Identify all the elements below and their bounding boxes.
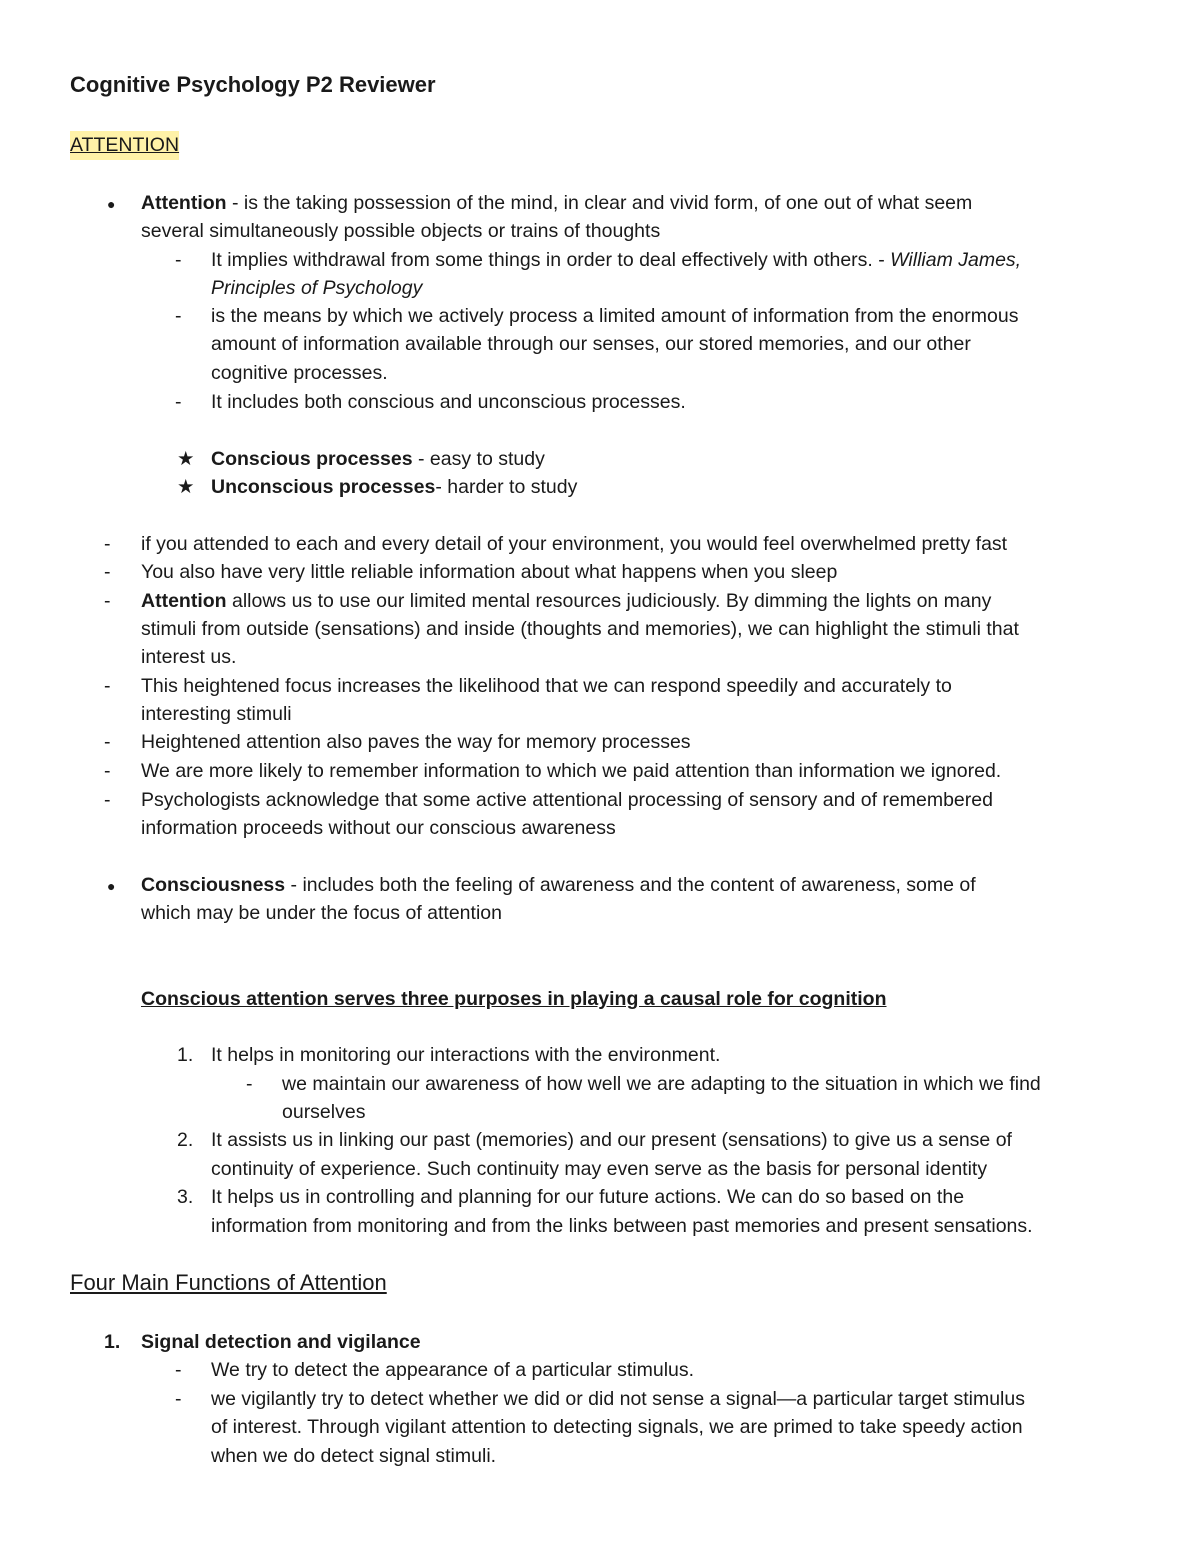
definition-text: - includes both the feeling of awareness and the content of awareness, some of bbox=[285, 874, 976, 896]
note-text bbox=[141, 587, 991, 616]
purpose-subtext: ourselves bbox=[282, 1101, 366, 1123]
note-text: This heightened focus increases the likelihood that we can respond speedily and accurately to bbox=[141, 675, 952, 697]
function-note: We try to detect the appearance of a particular stimulus. bbox=[211, 1359, 695, 1381]
definition-text: which may be under the focus of attention bbox=[141, 902, 502, 924]
note-text: information proceeds without our conscious awareness bbox=[141, 817, 616, 839]
functions-heading: Four Main Functions of Attention bbox=[70, 1270, 387, 1295]
purpose-text: information from monitoring and from the links between past memories and present sensations. bbox=[211, 1215, 1033, 1237]
citation-text: Principles of Psychology bbox=[211, 277, 423, 299]
list-number: 1. bbox=[177, 1044, 194, 1066]
purpose-text: It helps in monitoring our interactions with the environment. bbox=[211, 1044, 721, 1066]
note-text: stimuli from outside (sensations) and inside (thoughts and memories), we can highlight the stimuli that bbox=[141, 618, 1019, 640]
definition-text: - is the taking possession of the mind, in clear and vivid form, of one out of what seem bbox=[226, 192, 973, 214]
purpose-text: It assists us in linking our past (memories) and our present (sensations) to give us a sense of bbox=[211, 1129, 1012, 1151]
sub-note-text: It includes both conscious and unconscious processes. bbox=[211, 391, 686, 413]
sub-note-text: amount of information available through our senses, our stored memories, and our other bbox=[211, 333, 971, 355]
dash-icon: - bbox=[104, 590, 111, 612]
term-consciousness: Consciousness bbox=[141, 874, 286, 896]
star-icon: ★ bbox=[177, 476, 195, 498]
process-term: Conscious processes bbox=[211, 448, 413, 470]
note-text: Psychologists acknowledge that some active attentional processing of sensory and of remembered bbox=[141, 789, 993, 811]
note-text: You also have very little reliable information about what happens when you sleep bbox=[141, 561, 838, 583]
dash-icon: - bbox=[175, 305, 182, 327]
list-number: 3. bbox=[177, 1186, 194, 1208]
consciousness-definition-line bbox=[141, 871, 976, 900]
star-icon: ★ bbox=[177, 448, 195, 470]
function-note: when we do detect signal stimuli. bbox=[211, 1445, 497, 1467]
sub-note-text bbox=[211, 246, 1021, 275]
note-text: We are more likely to remember information to which we paid attention than information we ignored. bbox=[141, 760, 1002, 782]
note-text: interest us. bbox=[141, 646, 237, 668]
note-text: Heightened attention also paves the way for memory processes bbox=[141, 731, 691, 753]
process-item bbox=[211, 445, 545, 474]
dash-icon: - bbox=[104, 675, 111, 697]
dash-icon: - bbox=[104, 533, 111, 555]
purpose-text: continuity of experience. Such continuity may even serve as the basis for personal identity bbox=[211, 1158, 988, 1180]
dash-icon: - bbox=[246, 1073, 253, 1095]
dash-icon: - bbox=[104, 789, 111, 811]
note-text: allows us to use our limited mental resources judiciously. By dimming the lights on many bbox=[226, 590, 992, 612]
attention-definition-line bbox=[141, 189, 972, 218]
process-item bbox=[211, 473, 577, 502]
list-number: 1. bbox=[104, 1331, 121, 1353]
dash-icon: - bbox=[104, 561, 111, 583]
bullet-icon: ● bbox=[107, 878, 116, 894]
sub-note-text: is the means by which we actively process a limited amount of information from the enormous bbox=[211, 305, 1019, 327]
bullet-icon: ● bbox=[107, 196, 116, 212]
citation-text: William James, bbox=[890, 249, 1022, 271]
process-term: Unconscious processes bbox=[211, 476, 436, 498]
section-heading-attention: ATTENTION bbox=[70, 131, 179, 160]
function-note: we vigilantly try to detect whether we did or did not sense a signal—a particular target stimulus bbox=[211, 1388, 1025, 1410]
note-text: interesting stimuli bbox=[141, 703, 292, 725]
function-title: Signal detection and vigilance bbox=[141, 1331, 421, 1353]
purposes-heading: Conscious attention serves three purposes in playing a causal role for cognition bbox=[141, 988, 887, 1010]
dash-icon: - bbox=[175, 391, 182, 413]
function-note: of interest. Through vigilant attention to detecting signals, we are primed to take speedy action bbox=[211, 1416, 1023, 1438]
sub-note-text: It implies withdrawal from some things in order to deal effectively with others. - bbox=[211, 249, 891, 271]
dash-icon: - bbox=[104, 731, 111, 753]
dash-icon: - bbox=[175, 249, 182, 271]
process-desc: - harder to study bbox=[435, 476, 578, 498]
dash-icon: - bbox=[175, 1388, 182, 1410]
purpose-subtext: we maintain our awareness of how well we are adapting to the situation in which we find bbox=[282, 1073, 1041, 1095]
sub-note-text: cognitive processes. bbox=[211, 362, 388, 384]
term-attention: Attention bbox=[141, 192, 227, 214]
purpose-text: It helps us in controlling and planning for our future actions. We can do so based on the bbox=[211, 1186, 965, 1208]
process-desc: - easy to study bbox=[412, 448, 545, 470]
document-title: Cognitive Psychology P2 Reviewer bbox=[70, 72, 436, 97]
list-number: 2. bbox=[177, 1129, 194, 1151]
dash-icon: - bbox=[104, 760, 111, 782]
definition-text: several simultaneously possible objects or trains of thoughts bbox=[141, 220, 661, 242]
note-text: if you attended to each and every detail of your environment, you would feel overwhelmed pretty fast bbox=[141, 533, 1008, 555]
dash-icon: - bbox=[175, 1359, 182, 1381]
term-attention: Attention bbox=[141, 590, 227, 612]
